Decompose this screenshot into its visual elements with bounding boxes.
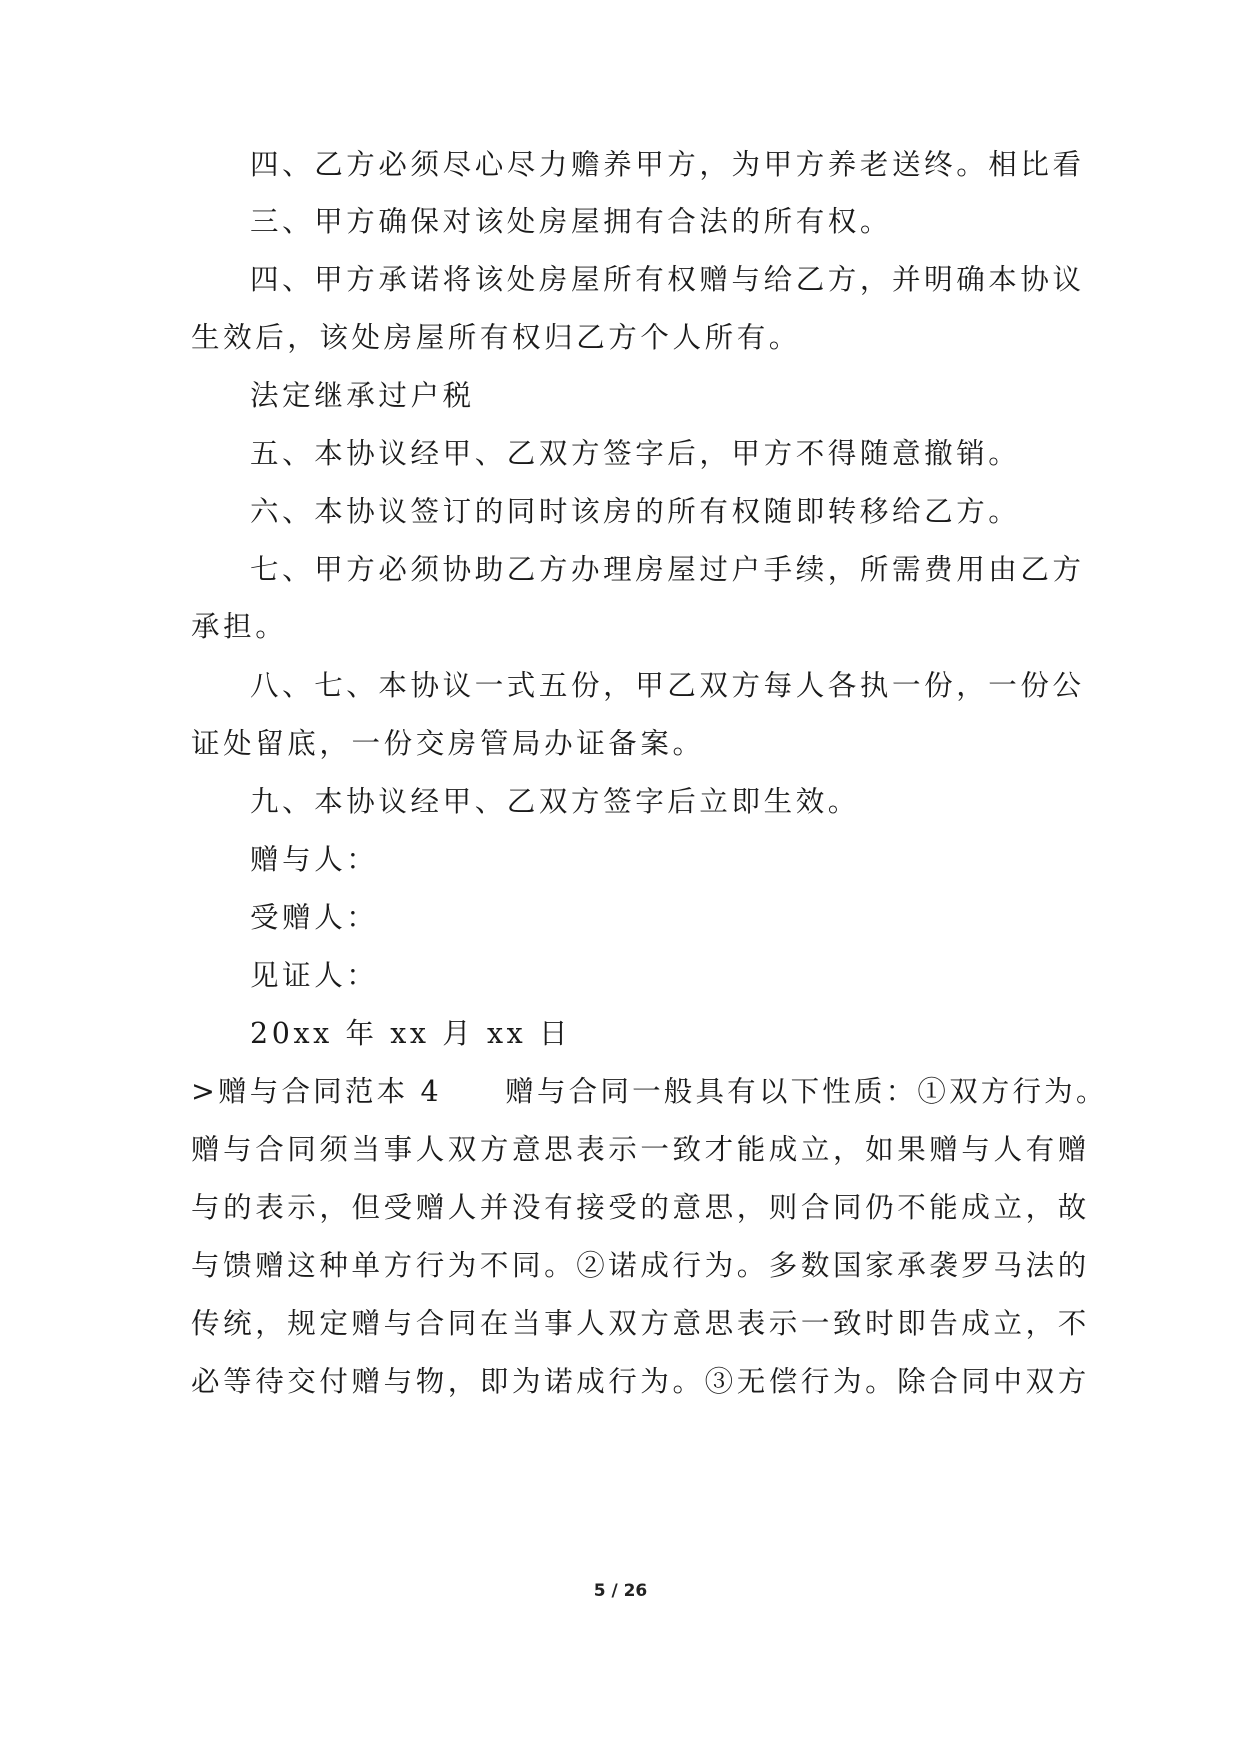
paragraph-line: 传统，规定赠与合同在当事人双方意思表示一致时即告成立，不: [191, 1307, 1090, 1340]
donee-signature-label: 受赠人：: [250, 901, 379, 934]
page-number: 5 / 26: [593, 1581, 648, 1601]
paragraph-line: 五、本协议经甲、乙双方签字后，甲方不得随意撤销。: [250, 437, 1021, 470]
date-line: 20xx 年 xx 月 xx 日: [250, 1017, 572, 1050]
paragraph-line: 法定继承过户税: [250, 379, 475, 412]
paragraph-line: 七、甲方必须协助乙方办理房屋过户手续，所需费用由乙方: [250, 553, 1085, 586]
paragraph-line: 八、七、本协议一式五份，甲乙双方每人各执一份，一份公: [250, 669, 1085, 702]
paragraph-line: 四、乙方必须尽心尽力赡养甲方，为甲方养老送终。相比看: [250, 148, 1085, 181]
section-heading-line: >赠与合同范本 4 赠与合同一般具有以下性质：①双方行为。: [191, 1075, 1108, 1108]
donor-signature-label: 赠与人：: [250, 843, 379, 876]
paragraph-line: 承担。: [191, 610, 288, 643]
paragraph-line: 六、本协议签订的同时该房的所有权随即转移给乙方。: [250, 495, 1021, 528]
paragraph-line: 赠与合同须当事人双方意思表示一致才能成立，如果赠与人有赠: [191, 1133, 1090, 1166]
paragraph-line: 证处留底，一份交房管局办证备案。: [191, 727, 705, 760]
paragraph-line: 必等待交付赠与物，即为诺成行为。③无偿行为。除合同中双方: [191, 1365, 1090, 1398]
paragraph-line: 与馈赠这种单方行为不同。②诺成行为。多数国家承袭罗马法的: [191, 1249, 1090, 1282]
paragraph-line: 与的表示，但受赠人并没有接受的意思，则合同仍不能成立，故: [191, 1191, 1090, 1224]
paragraph-line: 九、本协议经甲、乙双方签字后立即生效。: [250, 785, 860, 818]
paragraph-line: 四、甲方承诺将该处房屋所有权赠与给乙方，并明确本协议: [250, 263, 1085, 296]
paragraph-line: 三、甲方确保对该处房屋拥有合法的所有权。: [250, 205, 893, 238]
witness-signature-label: 见证人：: [250, 959, 379, 992]
paragraph-line: 生效后，该处房屋所有权归乙方个人所有。: [191, 321, 801, 354]
